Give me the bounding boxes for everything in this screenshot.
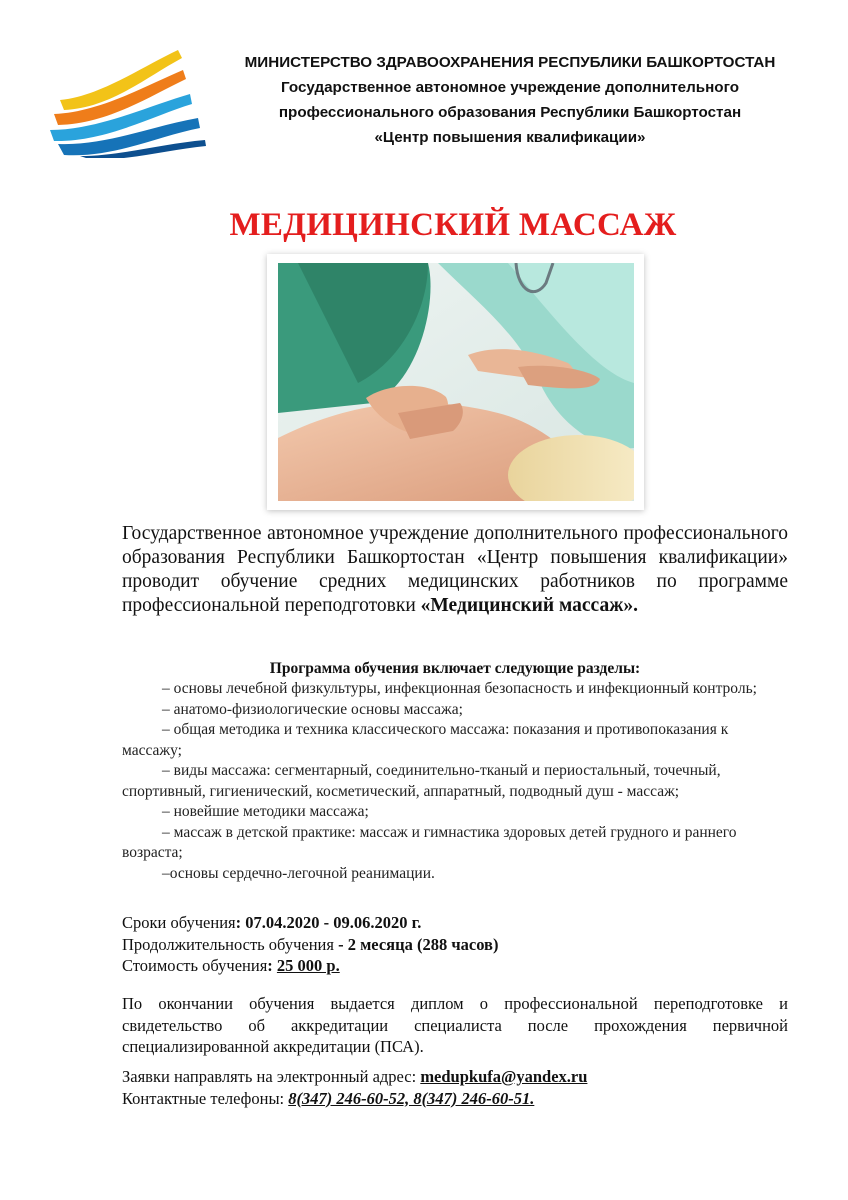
organization-header	[215, 50, 805, 150]
program-item: – виды массажа: сегментарный, соединительно-тканый и периостальный, точечный, спортивный, гигиенический, косметический, аппаратный, подводный душ - массаж;	[122, 762, 721, 800]
massage-photo	[267, 254, 644, 510]
program-name: «Медицинский массаж».	[420, 595, 638, 616]
intro-paragraph	[122, 522, 788, 618]
program-item: – новейшие методики массажа;	[162, 803, 369, 820]
phones-line	[122, 1088, 788, 1110]
program-item: – массаж в детской практике: массаж и гимнастика здоровых детей грудного и раннего возраста;	[122, 823, 737, 861]
ministry-name: МИНИСТЕРСТВО ЗДРАВООХРАНЕНИЯ РЕСПУБЛИКИ БАШКОРТОСТАН	[244, 54, 776, 71]
program-title: Программа обучения включает следующие разделы:	[269, 660, 641, 677]
program-item: – общая методика и техника классического массажа: показания и противопоказания к массажу;	[122, 721, 729, 759]
contacts-block	[122, 1066, 788, 1109]
email-label: Заявки направлять на электронный адрес:	[122, 1067, 421, 1086]
duration-label: Продолжительность обучения	[122, 934, 334, 954]
program-list	[122, 679, 788, 884]
cost-value: 25 000 р.	[276, 956, 340, 975]
email-link[interactable]: medupkufa@yandex.ru	[420, 1067, 588, 1086]
phones-value: 8(347) 246-60-52, 8(347) 246-60-51.	[288, 1088, 535, 1108]
duration-value: - 2 месяца (288 часов)	[333, 934, 499, 954]
outro-paragraph: По окончании обучения выдается диплом о профессиональной переподготовке и свидетельство об аккредитации специалиста после прохождения первичной специализированной аккредитации (ПСА).	[122, 994, 788, 1056]
cost-separator: :	[267, 956, 277, 975]
page-title: МЕДИЦИНСКИЙ МАССАЖ	[229, 207, 677, 243]
institution-name-line2: профессионального образования Республики Башкортостан	[278, 104, 742, 121]
terms-block	[122, 912, 788, 977]
email-line	[122, 1066, 788, 1088]
organization-logo	[40, 48, 210, 158]
period-label: Сроки обучения	[122, 913, 236, 932]
program-item: – анатомо-физиологические основы массажа;	[162, 700, 463, 718]
program-item: –основы сердечно-легочной реанимации.	[162, 864, 435, 882]
intro-text: Государственное автономное учреждение дополнительного профессионального образования Республики Башкортостан «Центр повышения квалификации» проводит обучение средних медицинских работников по программе профессиональной переподготовки	[122, 523, 788, 616]
period-value: : 07.04.2020 - 09.06.2020 г.	[235, 913, 422, 932]
cost-label: Стоимость обучения	[122, 956, 268, 975]
institution-name-line3: «Центр повышения квалификации»	[374, 129, 646, 146]
program-item: – основы лечебной физкультуры, инфекционная безопасность и инфекционный контроль;	[162, 680, 757, 697]
cost-line	[122, 955, 788, 977]
massage-photo-image	[278, 263, 634, 501]
duration-line	[122, 934, 788, 956]
period-line	[122, 912, 788, 934]
phones-label: Контактные телефоны:	[122, 1088, 289, 1108]
institution-name-line1: Государственное автономное учреждение дополнительного	[281, 79, 739, 96]
